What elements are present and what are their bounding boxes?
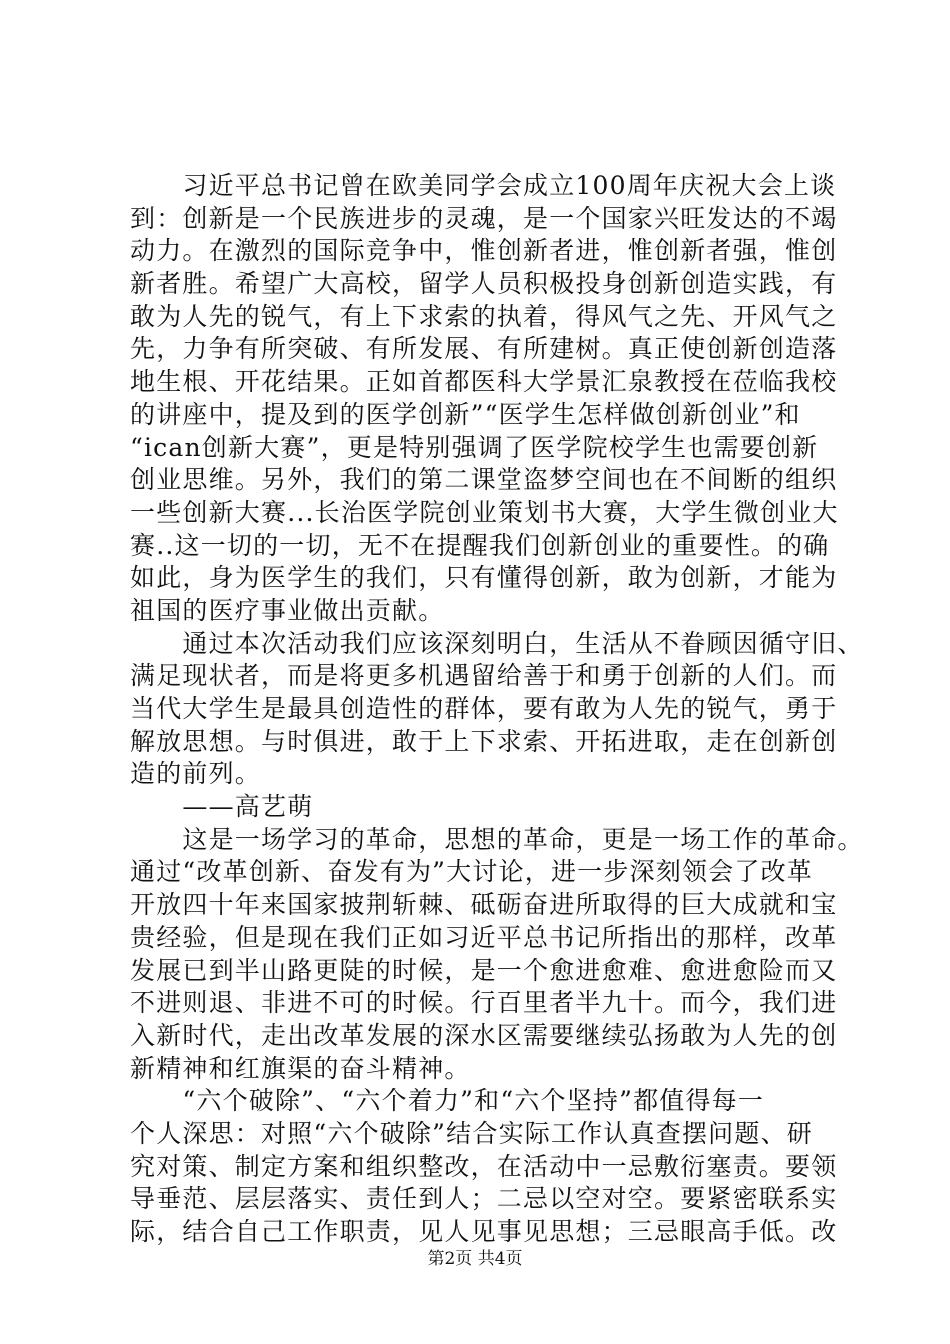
- text-line: 满足现状者，而是将更多机遇留给善于和勇于创新的人们。而: [130, 661, 838, 691]
- text-line: 导垂范、层层落实、责任到人；二忌以空对空。要紧密联系实: [130, 1184, 838, 1214]
- text-line: 如此，身为医学生的我们，只有懂得创新，敢为创新，才能为: [130, 563, 838, 593]
- text-line: 创业思维。另外，我们的第二课堂盗梦空间也在不间断的组织: [130, 465, 838, 495]
- text-line: 到：创新是一个民族进步的灵魂，是一个国家兴旺发达的不竭: [130, 203, 838, 233]
- text-line: “六个破除”、“六个着力”和“六个坚持”都值得每一: [130, 1086, 765, 1116]
- text-line: 通过本次活动我们应该深刻明白，生活从不眷顾因循守旧、: [130, 628, 864, 658]
- text-line: 的讲座中，提及到的医学创新”“医学生怎样做创新创业”和: [130, 399, 801, 429]
- text-line: 新精神和红旗渠的奋斗精神。: [130, 1053, 471, 1083]
- text-line: 个人深思：对照“六个破除”结合实际工作认真查摆问题、研: [130, 1118, 813, 1148]
- text-line: ——高艺萌: [130, 792, 314, 822]
- text-line: 贵经验，但是现在我们正如习近平总书记所指出的那样，改革: [130, 922, 838, 952]
- text-line: 习近平总书记曾在欧美同学会成立100周年庆祝大会上谈: [130, 171, 837, 200]
- text-line: 通过“改革创新、奋发有为”大讨论，进一步深刻领会了改革: [130, 857, 813, 887]
- text-line: 入新时代，走出改革发展的深水区需要继续弘扬敢为人先的创: [130, 1020, 838, 1050]
- text-line: 当代大学生是最具创造性的群体，要有敢为人先的锐气，勇于: [130, 694, 838, 723]
- text-line: 新者胜。希望广大高校，留学人员积极投身创新创造实践，有: [130, 269, 838, 299]
- text-line: 究对策、制定方案和组织整改，在活动中一忌敷衍塞责。要领: [130, 1151, 838, 1181]
- text-line: 动力。在激烈的国际竞争中，惟创新者进，惟创新者强，惟创: [130, 236, 838, 266]
- text-line: 际，结合自己工作职责，见人见事见思想；三忌眼高手低。改: [130, 1217, 838, 1246]
- text-line: 赛..这一切的一切，无不在提醒我们创新创业的重要性。的确: [130, 530, 830, 560]
- text-line: 这是一场学习的革命，思想的革命，更是一场工作的革命。: [130, 824, 864, 854]
- text-line: 祖国的医疗事业做出贡献。: [130, 595, 445, 625]
- text-line: 造的前列。: [130, 759, 262, 789]
- text-line: 一些创新大赛...长治医学院创业策划书大赛，大学生微创业大: [130, 497, 839, 527]
- text-line: 先，力争有所突破、有所发展、有所建树。真正使创新创造落: [130, 334, 838, 364]
- text-line: 地生根、开花结果。正如首都医科大学景汇泉教授在莅临我校: [130, 367, 838, 397]
- text-line: “ican创新大赛”，更是特别强调了医学院校学生也需要创新: [130, 432, 819, 462]
- page-footer: 第2页 共4页: [427, 1249, 523, 1269]
- document-body: [130, 170, 864, 1249]
- text-line: 发展已到半山路更陡的时候，是一个愈进愈难、愈进愈险而又: [130, 955, 838, 985]
- text-line: 开放四十年来国家披荆斩棘、砥砺奋进所取得的巨大成就和宝: [130, 890, 838, 920]
- text-line: 敢为人先的锐气，有上下求索的执着，得风气之先、开风气之: [130, 301, 838, 331]
- text-line: 解放思想。与时俱进，敢于上下求索、开拓进取，走在创新创: [130, 726, 838, 756]
- text-line: 不进则退、非进不可的时候。行百里者半九十。而今，我们进: [130, 988, 838, 1018]
